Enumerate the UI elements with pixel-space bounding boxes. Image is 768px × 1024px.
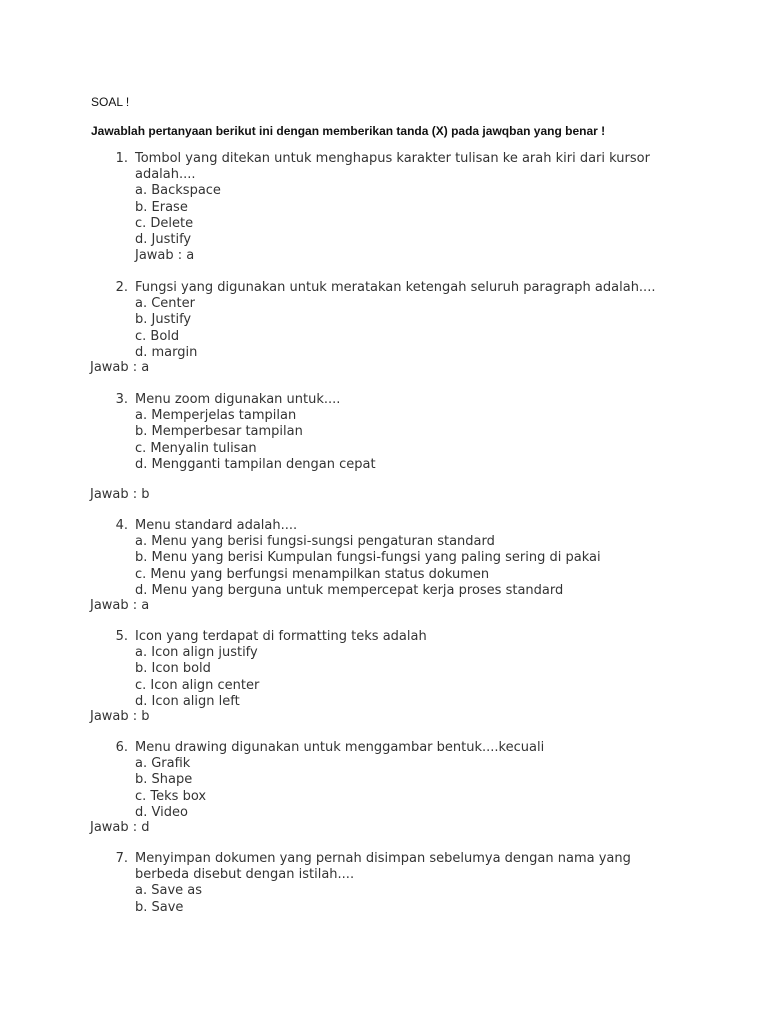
question-text: Menu zoom digunakan untuk....	[135, 392, 341, 407]
question-text: Menu drawing digunakan untuk menggambar bentuk....kecuali	[135, 740, 545, 755]
question-number: 7.	[115, 851, 128, 866]
answer-key: Jawab : a	[90, 360, 150, 375]
question-body	[135, 392, 680, 473]
answer-option: b. Erase	[135, 199, 188, 215]
answer-key: Jawab : a	[135, 248, 195, 264]
answer-option: c. Menu yang berfungsi menampilkan status dokumen	[135, 566, 490, 582]
instruction-text: Jawablah pertanyaan berikut ini dengan memberikan tanda (X) pada jawqban yang benar !	[91, 124, 606, 138]
question-number: 3.	[115, 392, 128, 407]
question-body	[135, 629, 680, 710]
answer-option: a. Menu yang berisi fungsi-sungsi pengaturan standard	[135, 534, 495, 550]
answer-option: d. Video	[135, 804, 188, 820]
answer-option: a. Memperjelas tampilan	[135, 408, 297, 424]
question-text: Menu standard adalah....	[135, 518, 298, 533]
answer-option: b. Shape	[135, 772, 193, 788]
answer-option: a. Icon align justify	[135, 645, 258, 661]
question-body	[135, 151, 680, 264]
question-text: Icon yang terdapat di formatting teks adalah	[135, 629, 427, 644]
question-number: 4.	[115, 518, 128, 533]
question-body	[135, 280, 680, 361]
question-body	[135, 851, 680, 916]
answer-option: a. Backspace	[135, 183, 221, 199]
answer-option: c. Menyalin tulisan	[135, 440, 257, 456]
answer-option: a. Center	[135, 296, 195, 312]
question-number: 1.	[115, 151, 128, 166]
answer-option: d. margin	[135, 344, 198, 360]
answer-option: d. Justify	[135, 232, 192, 248]
answer-option: b. Menu yang berisi Kumpulan fungsi-fungsi yang paling sering di pakai	[135, 550, 601, 566]
answer-option: c. Icon align center	[135, 677, 260, 693]
answer-option: b. Save	[135, 899, 184, 915]
question-body	[135, 740, 680, 821]
question-number: 6.	[115, 740, 128, 755]
question-number: 5.	[115, 629, 128, 644]
answer-option: c. Delete	[135, 215, 194, 231]
answer-option: b. Memperbesar tampilan	[135, 424, 303, 440]
answer-key: Jawab : b	[90, 487, 150, 502]
question-text: Tombol yang ditekan untuk menghapus karakter tulisan ke arah kiri dari kursor adalah....	[135, 151, 650, 183]
answer-key: Jawab : d	[90, 820, 150, 835]
answer-option: d. Icon align left	[135, 693, 240, 709]
answer-option: b. Justify	[135, 312, 192, 328]
answer-option: b. Icon bold	[135, 661, 211, 677]
answer-option: c. Bold	[135, 328, 180, 344]
answer-key: Jawab : a	[90, 598, 150, 613]
answer-option: a. Grafik	[135, 756, 191, 772]
question-text: Menyimpan dokumen yang pernah disimpan sebelumya dengan nama yang berbeda disebut dengan istilah....	[135, 851, 631, 883]
answer-key: Jawab : b	[90, 709, 150, 724]
answer-option: a. Save as	[135, 883, 203, 899]
question-number: 2.	[115, 280, 128, 295]
answer-option: d. Menu yang berguna untuk mempercepat kerja proses standard	[135, 582, 564, 598]
question-text: Fungsi yang digunakan untuk meratakan ketengah seluruh paragraph adalah....	[135, 280, 656, 295]
answer-option: c. Teks box	[135, 788, 207, 804]
answer-option: d. Mengganti tampilan dengan cepat	[135, 456, 376, 472]
question-body	[135, 518, 680, 599]
document-title: SOAL !	[91, 95, 130, 109]
